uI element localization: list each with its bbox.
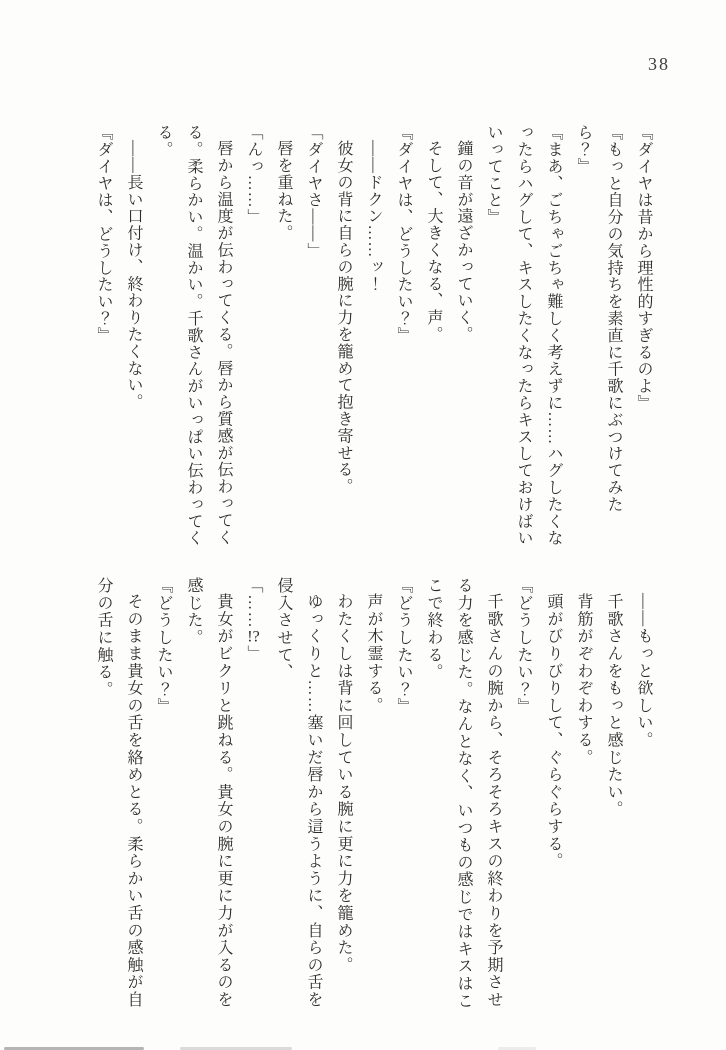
text-line: 貴女がビクリと跳ねる。貴女の腕に更に力が入るのを: [215, 593, 232, 1009]
page-number: 38: [648, 54, 670, 74]
text-line: 「ダイヤさ――」: [305, 124, 322, 260]
text-line: る。: [155, 124, 172, 158]
text-line: ら？』: [575, 124, 592, 175]
text-line: ――長い口付け、終わりたくない。: [125, 140, 142, 411]
text-line: ――ドクン……ッ！: [365, 140, 382, 293]
text-line: る。柔らかい。温かい。千歌さんがいっぱい伝わってく: [185, 124, 202, 547]
text-line: 声が木霊する。: [365, 593, 382, 715]
text-line: 分の舌に触る。: [95, 577, 112, 699]
text-block-top: [88, 124, 658, 548]
text-line: そして、大きくなる、声。: [425, 140, 442, 343]
text-line: いってこと』: [485, 124, 502, 226]
text-line: 『もっと自分の気持ちを素直に千歌にぶつけてみた: [605, 124, 622, 513]
text-line: 頭がびりびりして、ぐらぐらする。: [545, 593, 562, 870]
text-line: 千歌さんをもっと感じたい。: [605, 593, 622, 818]
text-block-bottom: [88, 577, 658, 1013]
text-line: 「……!?」: [245, 577, 262, 663]
text-line: 鐘の音が遠ざかっていく。: [455, 140, 472, 343]
text-line: そのまま貴女の舌を絡めとる。柔らかい舌の感触が自: [125, 593, 142, 1009]
text-line: 唇を重ねた。: [275, 140, 292, 242]
text-line: 侵入させて、: [275, 577, 292, 681]
text-line: る力を感じた。なんとなく、いつもの感じではキスはこ: [455, 577, 472, 1010]
text-line: 唇から温度が伝わってくる。唇から質感が伝わってく: [215, 140, 232, 546]
tatechuyoko-interrobang: !?: [247, 628, 260, 645]
text-line: 「んっ……」: [245, 124, 262, 226]
text-line: 『ダイヤは、どうしたい？』: [95, 124, 112, 344]
text-line: 『どうしたい？』: [155, 577, 172, 716]
text-line: こで終わる。: [425, 577, 442, 681]
text-line: 彼女の背に自らの腕に力を籠めて抱き寄せる。: [335, 140, 352, 495]
text-line: ――もっと欲しい。: [635, 593, 652, 749]
text-line: 『ダイヤは、どうしたい？』: [395, 124, 412, 344]
text-line: 千歌さんの腕から、そろそろキスの終わりを予期させ: [485, 593, 502, 1009]
text-line: 『どうしたい？』: [395, 577, 412, 716]
text-line: 『まあ、ごちゃごちゃ難しく考えずに……ハグしたくな: [545, 124, 562, 547]
text-line: 背筋がぞわぞわする。: [575, 593, 592, 766]
text-line: 『ダイヤは昔から理性的すぎるのよ』: [635, 124, 652, 412]
text-line: 『どうしたい？』: [515, 577, 532, 716]
text-line: 感じた。: [185, 577, 202, 647]
text-line: ったらハグして、キスしたくなったらキスしておけばい: [515, 124, 532, 547]
text-line: ゆっくりと……塞いだ唇から這うように、自らの舌を: [305, 593, 322, 1009]
text-line: わたくしは背に回している腕に更に力を籠めた。: [335, 593, 352, 974]
